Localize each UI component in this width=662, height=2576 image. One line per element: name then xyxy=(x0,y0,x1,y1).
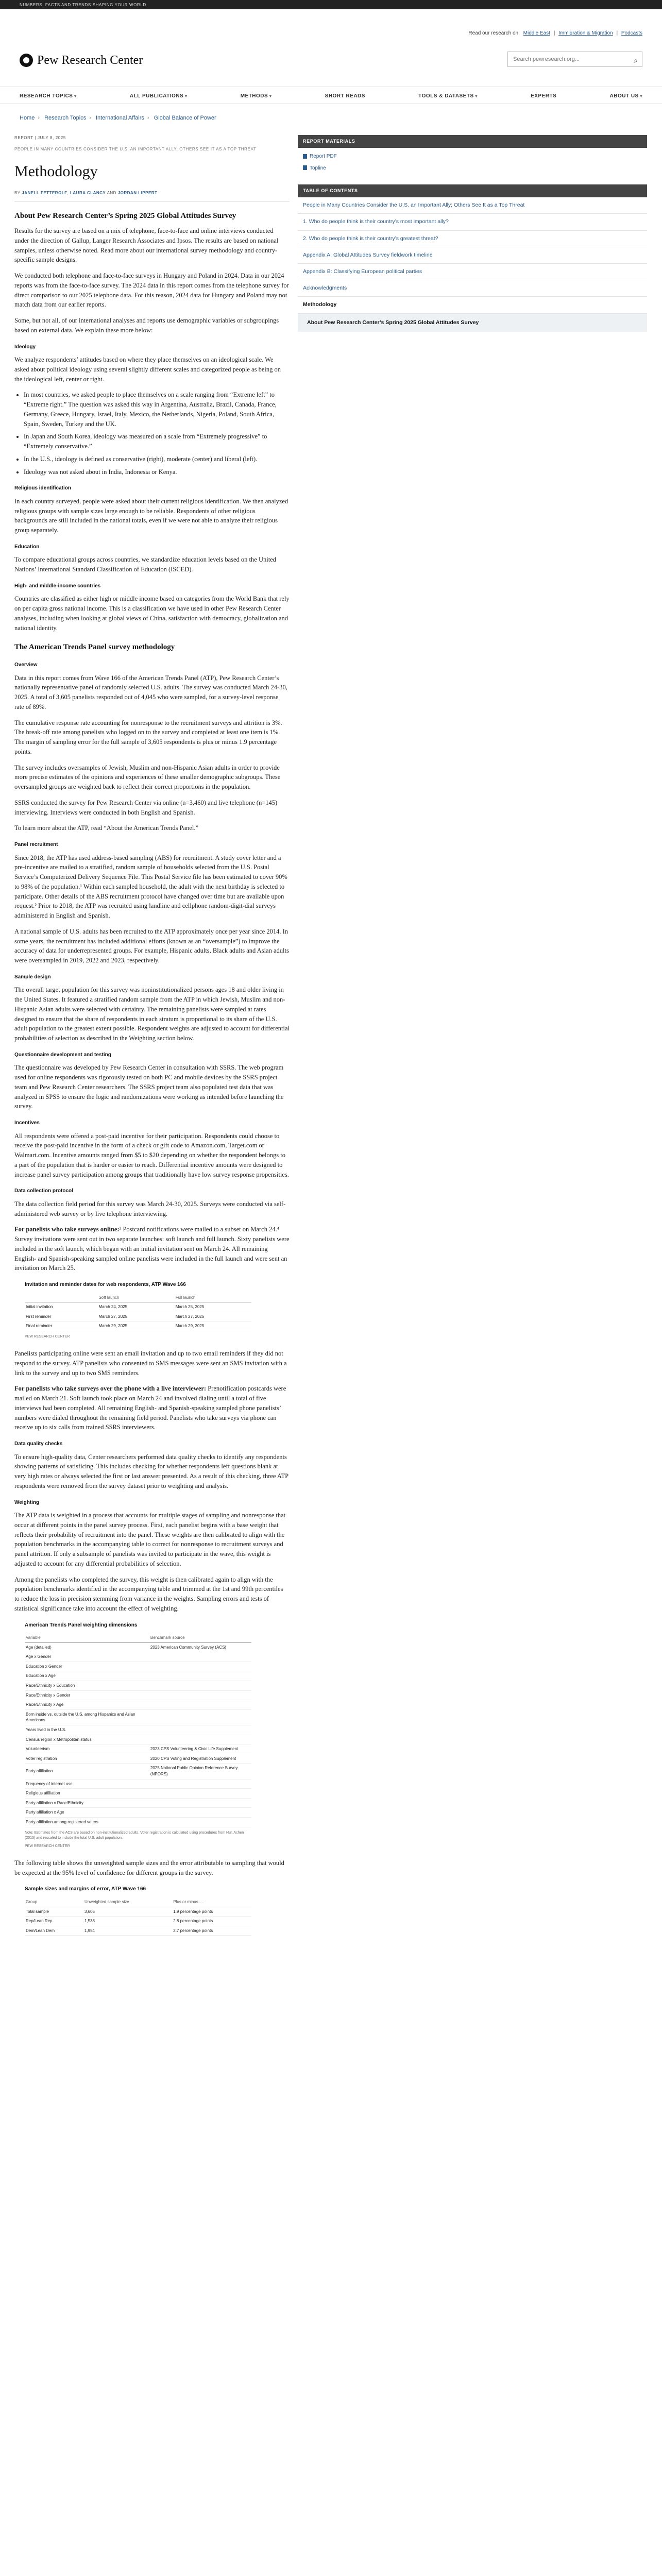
table-cell: 1,954 xyxy=(83,1926,172,1936)
table-cell: Born inside vs. outside the U.S. among Hispanics and Asian Americans xyxy=(25,1709,149,1725)
table-row xyxy=(25,1302,251,1312)
list-item: • In most countries, we asked people to place themselves on a scale ranging from “Extreme left” to “Extreme right.” The question was asked this way in Argentina, Australia, Brazil, Canada, France, Germany, Greece, Hungary, Israel, Italy, Mexico, the Netherlands, Nigeria, Poland, South Africa, Spain, Sweden, Turkey and the UK. xyxy=(24,390,290,429)
paragraph-body: ³ Postcard notifications were mailed to a subset on March 24.⁴ Survey invitations were sent out in two separate launches: soft launch and full launch. Sixty panelists were included in the soft launch, which began with an initial invitation sent on March 24. All remaining English- and Spanish-speaking sampled online panelists were included in the full launch and were sent an invitation on March 25. xyxy=(14,1226,290,1272)
breadcrumb-separator: › xyxy=(147,115,149,121)
table-cell: Party affiliation among registered voters xyxy=(25,1817,149,1827)
paragraph: We conducted both telephone and face-to-face surveys in Hungary and Poland in 2024. Data in our 2024 reports was from the face-to-face survey. The 2024 data in this report comes from the telephone survey for direct comparison to our 2025 telephone data. For this reason, 2024 data for Hungary and Poland may not match data from our earlier reports. xyxy=(14,272,289,309)
table-row xyxy=(25,1681,251,1691)
subsection-heading: Religious identification xyxy=(14,485,72,492)
table-cell: March 25, 2025 xyxy=(175,1302,251,1312)
table-header-row xyxy=(25,1897,251,1907)
byline: BY JANELL FETTEROLF, LAURA CLANCY AND JORDAN LIPPERT xyxy=(14,190,158,195)
toc-item[interactable]: Appendix B: Classifying European political parties xyxy=(298,264,647,280)
paragraph-lead: For panelists who take surveys over the phone with a live interviewer: xyxy=(14,1385,207,1393)
table-row xyxy=(25,1642,251,1652)
subsection-heading: Sample design xyxy=(14,974,51,980)
subsection-heading: Overview xyxy=(14,662,38,668)
table-cell: March 27, 2025 xyxy=(97,1312,174,1321)
breadcrumb-separator: › xyxy=(89,115,91,121)
table-row xyxy=(25,1662,251,1671)
pew-logo-icon xyxy=(20,54,33,67)
table-cell: Voter registration xyxy=(25,1754,149,1764)
table-row xyxy=(25,1917,251,1926)
subsection-heading: Education xyxy=(14,544,40,550)
ideology-list xyxy=(24,390,290,477)
list-item: • Ideology was not asked about in India, Indonesia or Kenya. xyxy=(24,467,290,477)
subsection-heading: Data quality checks xyxy=(14,1441,63,1447)
utility-lead: Read our research on: xyxy=(468,30,520,36)
table-cell xyxy=(149,1662,251,1671)
subsection-heading: Panel recruitment xyxy=(14,842,58,848)
table-cell xyxy=(149,1681,251,1691)
table-cell: Rep/Lean Rep xyxy=(25,1917,83,1926)
table-source: PEW RESEARCH CENTER xyxy=(25,1334,70,1338)
link-label: Topline xyxy=(310,165,326,171)
breadcrumb-home[interactable]: Home xyxy=(20,115,35,121)
table-cell: 2023 CPS Volunteering & Civic Life Supplement xyxy=(149,1744,251,1754)
main-nav xyxy=(0,87,662,104)
table-cell: Dem/Lean Dem xyxy=(25,1926,83,1936)
paragraph: To compare educational groups across countries, we standardize education levels based on the United Nations’ International Standard Classification of Education (ISCED). xyxy=(14,556,276,573)
nav-research-topics[interactable]: RESEARCH TOPICS ▾ xyxy=(20,93,77,100)
table-note: Note: Estimates from the ACS are based on non-institutionalized adults. Voter registration is calculated using procedures from Hur, Achen (2013) and rescaled to include the total U.S. adult population. xyxy=(25,1831,244,1840)
table-cell: Census region x Metropolitan status xyxy=(25,1735,149,1744)
paragraph: The following table shows the unweighted sample sizes and the error attributable to sampling that would be expected at the 95% level of confidence for different groups in the survey. xyxy=(14,1859,284,1876)
table-row xyxy=(25,1808,251,1818)
utility-separator: | xyxy=(553,30,555,36)
site-header xyxy=(0,9,662,49)
toc-item[interactable]: Acknowledgments xyxy=(298,280,647,297)
subsection-heading: Ideology xyxy=(14,344,36,350)
nav-experts[interactable]: EXPERTS xyxy=(531,93,557,99)
byline-lead: BY xyxy=(14,190,21,195)
tagline: NUMBERS, FACTS AND TRENDS SHAPING YOUR WORLD xyxy=(20,3,146,7)
utility-links xyxy=(466,30,642,38)
paragraph: The survey includes oversamples of Jewish, Muslim and non-Hispanic Asian adults in order to provide more precise estimates of the opinions and experiences of these smaller demographic subgroups. These oversampled groups are weighted back to reflect their correct proportions in the population. xyxy=(14,764,281,791)
table-row xyxy=(25,1321,251,1331)
table-row xyxy=(25,1764,251,1779)
utility-link-immigration[interactable]: Immigration & Migration xyxy=(558,30,613,36)
table-cell: Age (detailed) xyxy=(25,1642,149,1652)
list-item: • In Japan and South Korea, ideology was measured on a scale from “Extremely progressive” to “Extremely conservative.” xyxy=(24,432,290,451)
paragraph: The cumulative response rate accounting for nonresponse to the recruitment surveys and attrition is 3%. The break-off rate among panelists who logged on to the survey and completed at least one item is 1%. The margin of sampling error for the full sample of 3,605 respondents is plus or minus 1.9 percentage points. xyxy=(14,719,282,755)
table-title: American Trends Panel weighting dimensions xyxy=(25,1622,138,1628)
table-cell: Race/Ethnicity x Education xyxy=(25,1681,149,1691)
paragraph: A national sample of U.S. adults has been recruited to the ATP approximately once per year since 2014. In some years, the recruitment has included additional efforts (known as an “oversample”) to improve the accuracy of data for underrepresented groups. For example, Hispanic adults, Black adults and Asian adults were oversampled in 2019, 2022 and 2023, respectively. xyxy=(14,927,289,964)
brand-name: Pew Research Center xyxy=(37,54,143,67)
utility-link-middle-east[interactable]: Middle East xyxy=(523,30,550,36)
toc-heading: TABLE OF CONTENTS xyxy=(298,184,647,197)
top-banner xyxy=(0,0,662,9)
table-row xyxy=(25,1926,251,1936)
table-cell xyxy=(149,1789,251,1799)
list-item: • In the U.S., ideology is defined as conservative (right), moderate (center) and liberal (left). xyxy=(24,454,290,464)
table-title: Invitation and reminder dates for web respondents, ATP Wave 166 xyxy=(25,1282,186,1288)
table-cell xyxy=(149,1779,251,1789)
table-cell xyxy=(149,1671,251,1681)
table-cell xyxy=(149,1709,251,1725)
toc-item[interactable]: People in Many Countries Consider the U.S. an Important Ally; Others See It as a Top Threat xyxy=(298,197,647,214)
table-row xyxy=(25,1312,251,1321)
table-cell: Race/Ethnicity x Age xyxy=(25,1700,149,1710)
nav-methods[interactable]: METHODS ▾ xyxy=(241,93,272,100)
paragraph: The ATP data is weighted in a process that accounts for multiple stages of sampling and nonresponse that occur at different points in the panel survey process. First, each panelist begins with a base weight that reflects their probability of recruitment into the panel. These weights are then calibrated to align with the population benchmarks in the accompanying table to correct for nonresponse to recruitment surveys and panel attrition. If only a subsample of panelists was invited to participate in the wave, this weight is adjusted to account for any differential probabilities of selection. xyxy=(14,1512,286,1567)
table-row xyxy=(25,1744,251,1754)
table xyxy=(25,1633,251,1827)
author-link[interactable]: JORDAN LIPPERT xyxy=(117,190,158,195)
table-cell: March 27, 2025 xyxy=(175,1312,251,1321)
table-title: Sample sizes and margins of error, ATP Wave 166 xyxy=(25,1886,146,1892)
toc-item-active[interactable]: Methodology xyxy=(298,297,647,313)
sidebar xyxy=(298,135,647,332)
breadcrumb-international-affairs[interactable]: International Affairs xyxy=(95,115,144,121)
table-cell: Years lived in the U.S. xyxy=(25,1725,149,1735)
table-row xyxy=(25,1671,251,1681)
table-cell xyxy=(149,1798,251,1808)
author-link[interactable]: JANELL FETTEROLF xyxy=(22,190,67,195)
subsection-heading: Questionnaire development and testing xyxy=(14,1052,111,1058)
byline-and: AND xyxy=(107,190,116,195)
breadcrumb-global-balance[interactable]: Global Balance of Power xyxy=(154,115,216,121)
paragraph: Panelists participating online were sent an email invitation and up to two email reminders if they did not respond to the survey. ATP panelists who consented to SMS messages were sent an SMS invitation with a link to the survey and up to two SMS reminders. xyxy=(14,1350,287,1377)
report-meta: REPORT | JULY 8, 2025 xyxy=(14,135,66,140)
invitation-dates-table xyxy=(25,1281,251,1340)
table-cell xyxy=(149,1817,251,1827)
table-row xyxy=(25,1754,251,1764)
report-kicker[interactable]: PEOPLE IN MANY COUNTRIES CONSIDER THE U.S. AN IMPORTANT ALLY; OTHERS SEE IT AS A TOP THREAT xyxy=(14,146,257,151)
table-cell: 2.8 percentage points xyxy=(172,1917,251,1926)
table-row xyxy=(25,1789,251,1799)
topline-link[interactable] xyxy=(303,163,642,175)
table-cell xyxy=(149,1690,251,1700)
table-cell: Volunteerism xyxy=(25,1744,149,1754)
paragraph: Results for the survey are based on a mix of telephone, face-to-face and online interviews conducted under the direction of Gallup, Langer Research Associates and Ipsos. The results are based on national samples, unless otherwise noted. Read more about our international survey methodology and country-specific sample designs. xyxy=(14,227,279,264)
table-cell: Education x Age xyxy=(25,1671,149,1681)
paragraph: The data collection field period for this survey was March 24-30, 2025. Surveys were conducted via self-administered web survey or by live telephone interviewing. xyxy=(14,1200,286,1217)
table-header xyxy=(25,1293,97,1302)
table-cell: Race/Ethnicity x Gender xyxy=(25,1690,149,1700)
table-cell: 1,538 xyxy=(83,1917,172,1926)
table-header: Group xyxy=(25,1897,83,1907)
paragraph: The questionnaire was developed by Pew Research Center in consultation with SSRS. The web program used for online respondents was rigorously tested on both PC and mobile devices by the SSRS project team and Pew Research Center researchers. The SSRS project team also populated test data that was analyzed in SPSS to ensure the logic and randomizations were working as intended before launching the survey. xyxy=(14,1064,284,1110)
table-cell: Party affiliation xyxy=(25,1764,149,1779)
document-icon xyxy=(303,165,307,170)
table-cell: March 24, 2025 xyxy=(97,1302,174,1312)
table-cell: Age x Gender xyxy=(25,1652,149,1662)
paragraph: To learn more about the ATP, read “About the American Trends Panel.” xyxy=(14,824,199,832)
table-row xyxy=(25,1735,251,1744)
table-cell xyxy=(149,1700,251,1710)
report-pdf-link[interactable] xyxy=(303,151,642,163)
table-cell: Final reminder xyxy=(25,1321,97,1331)
document-icon xyxy=(303,154,307,159)
table-cell: 2020 CPS Voting and Registration Supplement xyxy=(149,1754,251,1764)
paragraph: All respondents were offered a post-paid incentive for their participation. Respondents could choose to receive the post-paid incentive in the form of a check or gift code to Amazon.com, Target.com or Walmart.com. Incentive amounts ranged from $5 to $20 depending on whether the respondent belongs to a part of the population that is harder or easier to reach. Differential incentive amounts were designed to increase panel survey participation among groups that traditionally have low survey response propensities. xyxy=(14,1132,289,1178)
paragraph: The overall target population for this survey was noninstitutionalized persons ages 18 and older living in the United States. It featured a stratified random sample from the ATP in which Jewish, Muslim and non-Hispanic Asian adults were selected with certainty. The remaining panelists were sampled at rates designed to ensure that the share of respondents in each stratum is proportional to its share of the U.S. adult population to the greatest extent possible. Respondent weights are adjusted to account for differential probabilities of selection as described in the Weighting section below. xyxy=(14,986,290,1042)
paragraph: Among the panelists who completed the survey, this weight is then calibrated again to align with the population benchmarks identified in the accompanying table and trimmed at the 1st and 99th percentiles to reduce the loss in precision stemming from variance in the weights. Sampling errors and tests of statistical significance take into account the effect of weighting. xyxy=(14,1575,283,1612)
subsection-heading: High- and middle-income countries xyxy=(14,583,101,589)
search-placeholder: Search pewresearch.org... xyxy=(513,56,580,62)
nav-about-us[interactable]: ABOUT US ▾ xyxy=(610,93,642,100)
table-cell: March 29, 2025 xyxy=(175,1321,251,1331)
table-cell xyxy=(149,1808,251,1818)
table-cell: March 29, 2025 xyxy=(97,1321,174,1331)
table-of-contents xyxy=(298,197,647,332)
table-cell: 2023 American Community Survey (ACS) xyxy=(149,1642,251,1652)
table-cell: Education x Gender xyxy=(25,1662,149,1671)
section-heading: About Pew Research Center’s Spring 2025 Global Attitudes Survey xyxy=(14,212,236,221)
table-cell: Initial invitation xyxy=(25,1302,97,1312)
paragraph-lead: For panelists who take surveys online: xyxy=(14,1226,120,1233)
paragraph: Data in this report comes from Wave 166 of the American Trends Panel (ATP), Pew Research Center’s nationally representative panel of randomly selected U.S. adults. The survey was conducted March 24-30, 2025. A total of 3,605 panelists responded out of 4,045 who were sampled, for a survey-level response rate of 89%. xyxy=(14,674,287,710)
table-row xyxy=(25,1725,251,1735)
table-row xyxy=(25,1652,251,1662)
paragraph: To ensure high-quality data, Center researchers performed data quality checks to identify any respondents showing patterns of satisficing. This includes checking for whether respondents left questions blank at very high rates or always selected the first or last answer presented. As a result of this checking, three ATP respondents were removed from the survey dataset prior to weighting and analysis. xyxy=(14,1453,288,1489)
table-row xyxy=(25,1690,251,1700)
paragraph-body: Prenotification postcards were mailed on March 21. Soft launch took place on March 24 and involved dialing until a total of five interviews had been completed. All remaining English- and Spanish-speaking sampled phone panelists’ numbers were dialed throughout the remaining field period. Panelists who take surveys via phone can receive up to six calls from trained SSRS interviewers. xyxy=(14,1385,286,1431)
subsection-heading: Weighting xyxy=(14,1499,40,1505)
utility-separator: | xyxy=(616,30,618,36)
table xyxy=(25,1293,251,1331)
table-header: Full launch xyxy=(175,1293,251,1302)
search-icon[interactable]: ⌕ xyxy=(634,56,638,64)
table-cell: 3,605 xyxy=(83,1907,172,1917)
link-label: Report PDF xyxy=(310,154,337,160)
author-link[interactable]: LAURA CLANCY xyxy=(70,190,106,195)
utility-link-podcasts[interactable]: Podcasts xyxy=(621,30,642,36)
paragraph: In each country surveyed, people were asked about their current religious identification. We then analyzed religious groups with sample sizes large enough to be reliable. Respondents of other religious backgrounds are still included in the national totals, even if we were not able to analyze their religious group separately. xyxy=(14,497,288,534)
table-header: Soft launch xyxy=(97,1293,174,1302)
table-cell: First reminder xyxy=(25,1312,97,1321)
table-header-row xyxy=(25,1293,251,1302)
table-header: Variable xyxy=(25,1633,149,1642)
table-row xyxy=(25,1907,251,1917)
sample-sizes-table xyxy=(25,1886,251,1936)
table-cell: 2025 National Public Opinion Reference Survey (NPORS) xyxy=(149,1764,251,1779)
table-row xyxy=(25,1817,251,1827)
page-title: Methodology xyxy=(14,163,98,180)
table-row xyxy=(25,1709,251,1725)
subsection-heading: Data collection protocol xyxy=(14,1188,73,1194)
report-materials-list xyxy=(298,148,647,177)
search-input[interactable] xyxy=(507,52,642,67)
table-cell: Party affiliation x Age xyxy=(25,1808,149,1818)
table-header: Unweighted sample size xyxy=(83,1897,172,1907)
site-logo[interactable] xyxy=(20,52,143,70)
nav-short-reads[interactable]: SHORT READS xyxy=(325,93,365,99)
paragraph xyxy=(14,1384,290,1432)
paragraph: SSRS conducted the survey for Pew Research Center via online (n=3,460) and live telephone (n=145) interviewing. Interviews were conducted in both English and Spanish. xyxy=(14,799,278,816)
table-cell xyxy=(149,1735,251,1744)
article xyxy=(14,135,290,1945)
nav-all-publications[interactable]: ALL PUBLICATIONS ▾ xyxy=(130,93,188,100)
breadcrumb-separator: › xyxy=(38,115,40,121)
table-cell: 2.7 percentage points xyxy=(172,1926,251,1936)
table-header: Benchmark source xyxy=(149,1633,251,1642)
table-row xyxy=(25,1798,251,1808)
weighting-dimensions-table xyxy=(25,1622,251,1849)
table-row xyxy=(25,1700,251,1710)
toc-subitem-active[interactable]: About Pew Research Center’s Spring 2025 Global Attitudes Survey xyxy=(298,314,647,332)
table-source: PEW RESEARCH CENTER xyxy=(25,1844,70,1848)
table-header-row xyxy=(25,1633,251,1642)
table-cell xyxy=(149,1725,251,1735)
table xyxy=(25,1897,251,1936)
table-cell: Religious affiliation xyxy=(25,1789,149,1799)
paragraph xyxy=(14,1225,290,1273)
table-cell: Frequency of internet use xyxy=(25,1779,149,1789)
subsection-heading: Incentives xyxy=(14,1120,40,1126)
table-cell: Party affiliation x Race/Ethnicity xyxy=(25,1798,149,1808)
table-cell: 1.9 percentage points xyxy=(172,1907,251,1917)
paragraph: Countries are classified as either high or middle income based on categories from the World Bank that rely on per capita gross national income. This is a classification we have used in other Pew Research Center analyses, including when looking at global views of China, satisfaction with democracy, globalization and national identity. xyxy=(14,595,290,632)
paragraph: Since 2018, the ATP has used address-based sampling (ABS) for recruitment. A study cover letter and a pre-incentive are mailed to a stratified, random sample of households selected from the U.S. Postal Service’s Computerized Delivery Sequence File. This Postal Service file has been estimated to cover 90% to 98% of the population.¹ Within each sampled household, the adult with the next birthday is selected to participate. Other details of the ABS recruitment protocol have changed over time but are available upon request.² Prior to 2018, the ATP was recruited using landline and cellphone random-digit-dial surveys administered in English and Spanish. xyxy=(14,854,287,920)
breadcrumb xyxy=(20,114,216,123)
table-header: Plus or minus ... xyxy=(172,1897,251,1907)
toc-item[interactable]: Appendix A: Global Attitudes Survey fieldwork timeline xyxy=(298,247,647,264)
nav-tools-datasets[interactable]: TOOLS & DATASETS ▾ xyxy=(418,93,478,100)
toc-item[interactable]: 1. Who do people think is their country’s most important ally? xyxy=(298,214,647,230)
breadcrumb-research-topics[interactable]: Research Topics xyxy=(44,115,87,121)
toc-item[interactable]: 2. Who do people think is their country’s greatest threat? xyxy=(298,231,647,247)
table-row xyxy=(25,1779,251,1789)
section-heading: The American Trends Panel survey methodology xyxy=(14,643,175,652)
paragraph: We analyze respondents’ attitudes based on where they place themselves on an ideological scale. We asked about political ideology using several slightly different scales and categorized people as being on the ideological left, center or right. xyxy=(14,356,281,383)
table-cell: Total sample xyxy=(25,1907,83,1917)
table-cell xyxy=(149,1652,251,1662)
report-materials-heading: REPORT MATERIALS xyxy=(298,135,647,148)
paragraph: Some, but not all, of our international analyses and reports use demographic variables or subgroupings based on external data. We explain these more below: xyxy=(14,317,279,334)
